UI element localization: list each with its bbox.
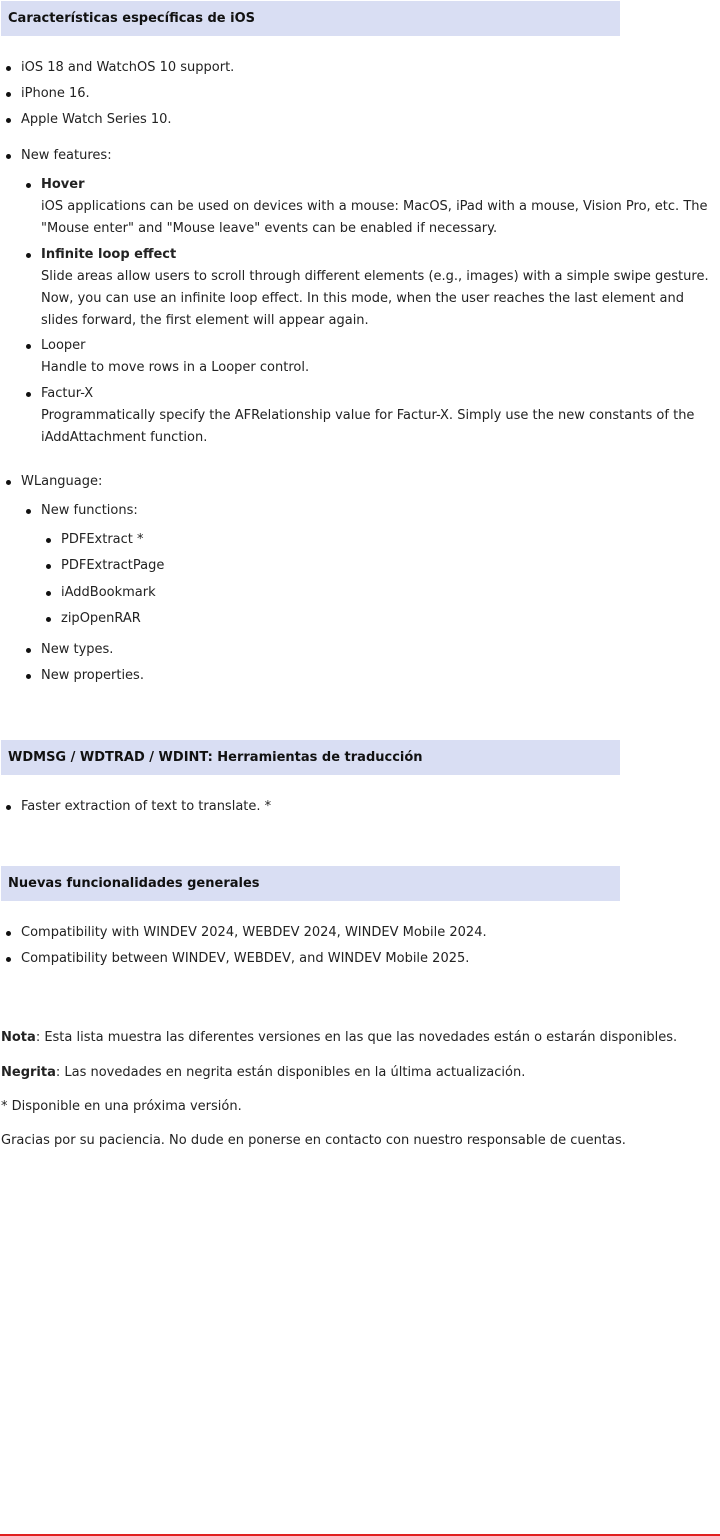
- bullet: [26, 183, 31, 188]
- list-item: Apple Watch Series 10.: [21, 112, 172, 127]
- wlanguage-label: WLanguage:: [21, 474, 103, 489]
- function-item: zipOpenRAR: [61, 611, 141, 626]
- bullet: [26, 509, 31, 514]
- bullet: [26, 253, 31, 258]
- bullet: [6, 92, 11, 97]
- list-item: iPhone 16.: [21, 86, 90, 101]
- bold-legend-text: : Las novedades en negrita están disponibles en la última actualización.: [55, 1065, 526, 1080]
- bullet: [6, 805, 11, 810]
- bullet: [46, 538, 51, 543]
- feature-title: Looper: [41, 338, 86, 353]
- bullet: [26, 648, 31, 653]
- bullet: [46, 617, 51, 622]
- feature-description: Slide areas allow users to scroll through different elements (e.g., images) with a simple swipe gesture.: [41, 269, 709, 284]
- bullet: [46, 564, 51, 569]
- function-item: iAddBookmark: [61, 585, 156, 600]
- bold-legend-label: Negrita: [1, 1065, 56, 1080]
- bullet: [26, 344, 31, 349]
- feature-description: Handle to move rows in a Looper control.: [41, 360, 310, 375]
- note-label: Nota: [1, 1030, 36, 1045]
- feature-description: iAddAttachment function.: [41, 430, 208, 445]
- section-header-ios: Características específicas de iOS: [1, 1, 620, 36]
- feature-title: Factur-X: [41, 386, 94, 401]
- list-item: Faster extraction of text to translate. *: [21, 799, 272, 814]
- bullet: [6, 118, 11, 123]
- feature-title: Hover: [41, 177, 85, 192]
- list-item: iOS 18 and WatchOS 10 support.: [21, 60, 235, 75]
- list-item: New types.: [41, 642, 114, 657]
- bullet: [6, 66, 11, 71]
- feature-description: slides forward, the first element will appear again.: [41, 313, 369, 328]
- feature-description: "Mouse enter" and "Mouse leave" events can be enabled if necessary.: [41, 221, 498, 236]
- bullet: [46, 591, 51, 596]
- bullet: [26, 392, 31, 397]
- bullet: [26, 674, 31, 679]
- new-functions-label: New functions:: [41, 503, 138, 518]
- bullet: [6, 480, 11, 485]
- new-features-label: New features:: [21, 148, 112, 163]
- thanks-note: Gracias por su paciencia. No dude en ponerse en contacto con nuestro responsable de cuentas.: [1, 1133, 626, 1148]
- note-text: : Esta lista muestra las diferentes versiones en las que las novedades están o estarán disponibles.: [35, 1030, 678, 1045]
- section-header-general: Nuevas funcionalidades generales: [1, 866, 620, 901]
- note-paragraph: [1, 1027, 677, 1049]
- feature-title: Infinite loop effect: [41, 247, 177, 262]
- list-item: New properties.: [41, 668, 144, 683]
- bold-legend-paragraph: [1, 1062, 525, 1084]
- function-item: PDFExtractPage: [61, 558, 165, 573]
- asterisk-note: * Disponible en una próxima versión.: [1, 1099, 242, 1114]
- feature-description: iOS applications can be used on devices with a mouse: MacOS, iPad with a mouse, Vision Pro, etc. The: [41, 199, 708, 214]
- bullet: [6, 957, 11, 962]
- feature-description: Programmatically specify the AFRelationship value for Factur-X. Simply use the new constants of the: [41, 408, 695, 423]
- bullet: [6, 154, 11, 159]
- function-item: PDFExtract *: [61, 532, 144, 547]
- list-item: Compatibility with WINDEV 2024, WEBDEV 2024, WINDEV Mobile 2024.: [21, 925, 487, 940]
- list-item: Compatibility between WINDEV, WEBDEV, and WINDEV Mobile 2025.: [21, 951, 470, 966]
- feature-description: Now, you can use an infinite loop effect. In this mode, when the user reaches the last element and: [41, 291, 684, 306]
- section-header-translation: WDMSG / WDTRAD / WDINT: Herramientas de traducción: [1, 740, 620, 775]
- bullet: [6, 931, 11, 936]
